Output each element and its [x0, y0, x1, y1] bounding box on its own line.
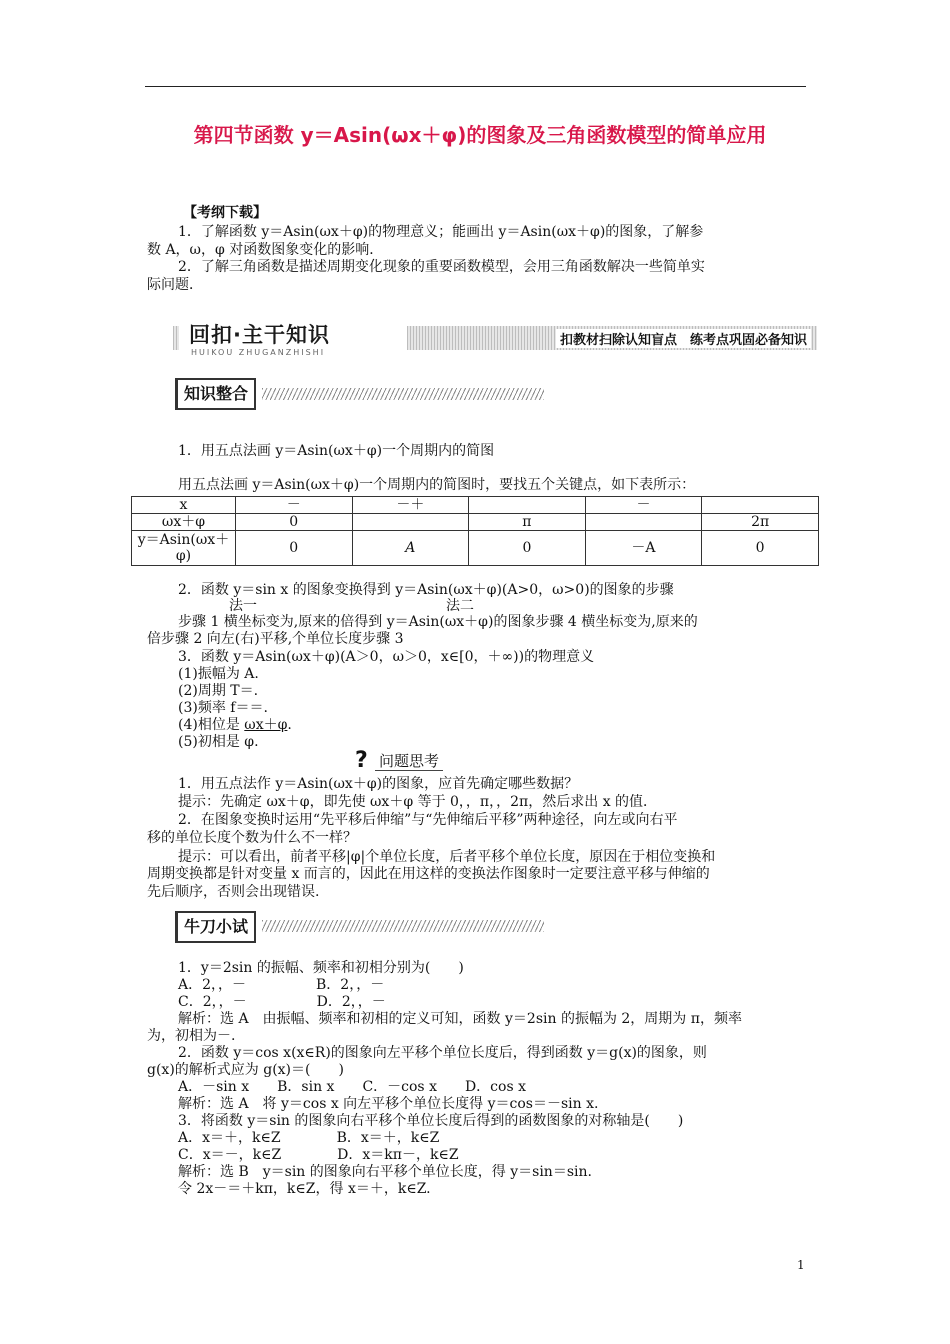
table-cell: π — [469, 514, 586, 531]
exercise-solution: 令 2x－＝＋kπ，k∈Z，得 x＝＋，k∈Z. — [178, 1181, 431, 1197]
banner-title: 回扣·主干知识 — [179, 320, 407, 350]
s3-item — [178, 717, 292, 734]
kaogang-heading: 【考纲下载】 — [183, 205, 267, 221]
table-cell — [352, 514, 469, 531]
s3-heading: 3．函数 y＝Asin(ωx＋φ)(A＞0，ω＞0，x∈[0，＋∞))的物理意义 — [178, 649, 595, 665]
exercise-solution: 解析：选 A 由振幅、频率和初相的定义可知，函数 y＝2sin 的振幅为 2，周期为 π，频率 — [178, 1011, 742, 1027]
table-cell: 0 — [702, 531, 819, 566]
exercise-line: 3．将函数 y＝sin 的图象向右平移个单位长度后得到的函数图象的对称轴是( ) — [178, 1113, 684, 1129]
think-answer: 先后顺序，否则会出现错误. — [147, 884, 320, 900]
section-tag-zhishi: 知识整合 — [175, 378, 256, 410]
table-cell: 0 — [469, 531, 586, 566]
s3-item: (1)振幅为 A. — [178, 666, 259, 682]
think-answer: 提示：可以看出，前者平移|φ|个单位长度，后者平移个单位长度，原因在于相位变换和 — [178, 849, 716, 865]
table-row — [132, 531, 819, 566]
exercise-options: C．2，，－ D．2，，－ — [178, 994, 386, 1010]
s3-phase: ωx＋φ — [244, 717, 288, 733]
exercise-line: g(x)的解析式应为 g(x)＝( ) — [147, 1062, 344, 1078]
s3-item-text: (4)相位是 — [178, 717, 240, 733]
s2-step-line: 步骤 1 横坐标变为,原来的倍得到 y＝Asin(ωx＋φ)的图象步骤 4 横坐标变为,原来的 — [178, 614, 698, 630]
table-row — [132, 514, 819, 531]
table-cell: 0 — [235, 531, 352, 566]
table-row — [132, 497, 819, 514]
exercise-options: A．－sin x B．sin x C．－cos x D．cos x — [178, 1079, 526, 1095]
section-tag-niudao: 牛刀小试 — [175, 911, 256, 943]
kaogang-line: 1．了解函数 y＝Asin(ωx＋φ)的物理意义；能画出 y＝Asin(ωx＋φ)的图象，了解参 — [178, 224, 704, 240]
think-question: 2．在图象变换时运用“先平移后伸缩”与“先伸缩后平移”两种途径，向左或向右平 — [178, 812, 678, 828]
exercise-options: C．x＝－，k∈Z D．x＝kπ－，k∈Z — [178, 1147, 459, 1163]
table-cell: － — [585, 497, 702, 514]
s3-item: (2)周期 T＝. — [178, 683, 259, 699]
kaogang-line: 数 A，ω，φ 对函数图象变化的影响． — [147, 242, 384, 258]
page-number: 1 — [797, 1258, 805, 1272]
s1-intro: 用五点法画 y＝Asin(ωx＋φ)一个周期内的简图时，要找五个关键点，如下表所示： — [178, 477, 696, 493]
table-cell: －＋ — [352, 497, 469, 514]
question-mark-icon: ? — [355, 748, 368, 773]
header-rule — [145, 86, 806, 87]
table-cell: x — [132, 497, 236, 514]
table-cell: 0 — [235, 514, 352, 531]
kaogang-line: 际问题． — [147, 277, 203, 293]
table-cell: 2π — [702, 514, 819, 531]
s1-heading: 1．用五点法画 y＝Asin(ωx＋φ)一个周期内的简图 — [178, 443, 495, 459]
table-cell — [585, 514, 702, 531]
table-cell — [469, 497, 586, 514]
question-think-label — [355, 750, 545, 772]
exercise-options: A．2，，－ B．2，，－ — [178, 977, 385, 993]
exercise-line: 1．y＝2sin 的振幅、频率和初相分别为( ) — [178, 960, 464, 976]
table-cell: －A — [585, 531, 702, 566]
s2-method-1: 法一 — [229, 598, 257, 614]
table-cell: ωx＋φ — [132, 514, 236, 531]
page-title: 第四节函数 y＝Asin(ωx＋φ)的图象及三角函数模型的简单应用 — [193, 123, 767, 147]
think-question: 1．用五点法作 y＝Asin(ωx＋φ)的图象，应首先确定哪些数据？ — [178, 776, 579, 792]
think-title: 问题思考 — [375, 752, 443, 771]
s2-step-line: 倍步骤 2 向左(右)平移,个单位长度步骤 3 — [147, 631, 404, 647]
table-cell: A — [352, 531, 469, 566]
tag-hatch — [262, 388, 544, 400]
s2-method-2: 法二 — [446, 598, 474, 614]
banner-pinyin: HUIKOU ZHUGANZHISHI — [191, 348, 326, 357]
five-point-table — [131, 496, 819, 566]
exercise-solution: 解析：选 A 将 y＝cos x 向左平移个单位长度得 y＝cos＝－sin x. — [178, 1096, 599, 1112]
s3-item: (3)频率 f＝＝. — [178, 700, 268, 716]
table-cell: － — [235, 497, 352, 514]
table-cell — [702, 497, 819, 514]
s3-item: (5)初相是 φ. — [178, 734, 259, 750]
section-banner — [173, 320, 817, 358]
exercise-solution: 为，初相为－. — [147, 1028, 236, 1044]
exercise-options: A．x＝＋，k∈Z B．x＝＋，k∈Z — [178, 1130, 440, 1146]
s2-heading: 2．函数 y＝sin x 的图象变换得到 y＝Asin(ωx＋φ)(A>0，ω>0)的图象的步骤 — [178, 582, 674, 598]
think-answer: 周期变换都是针对变量 x 而言的，因此在用这样的变换法作图象时一定要注意平移与伸缩的 — [147, 866, 710, 882]
kaogang-line: 2．了解三角函数是描述周期变化现象的重要函数模型，会用三角函数解决一些简单实 — [178, 259, 705, 275]
banner-slogan: 扣教材扫除认知盲点 练考点巩固必备知识 — [556, 329, 811, 348]
think-answer: 提示：先确定 ωx＋φ，即先使 ωx＋φ 等于 0，，π，，2π，然后求出 x 的值． — [178, 794, 658, 810]
exercise-solution: 解析：选 B y＝sin 的图象向右平移个单位长度，得 y＝sin＝sin. — [178, 1164, 592, 1180]
s3-item-end: . — [287, 717, 292, 733]
tag-hatch — [262, 920, 544, 932]
table-cell: y＝Asin(ωx＋φ) — [132, 531, 236, 566]
exercise-line: 2．函数 y＝cos x(x∈R)的图象向左平移个单位长度后，得到函数 y＝g(x)的图象，则 — [178, 1045, 707, 1061]
think-question: 移的单位长度个数为什么不一样？ — [147, 830, 357, 846]
